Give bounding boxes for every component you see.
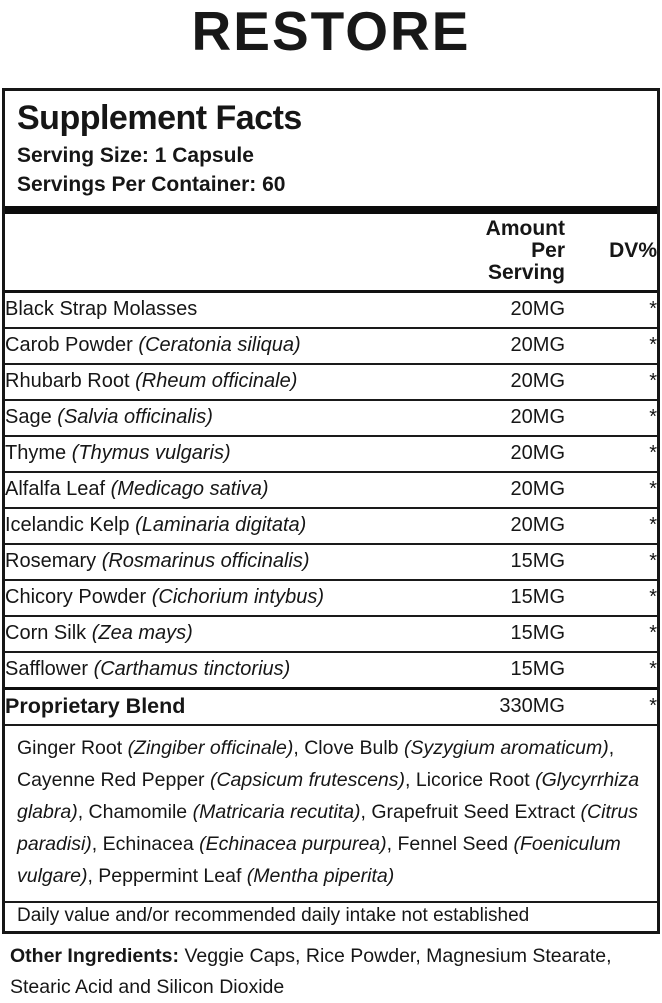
ingredient-latin-name: (Thymus vulgaris) bbox=[71, 442, 231, 464]
ingredient-amount: 20MG bbox=[510, 478, 565, 500]
ingredient-latin-name: (Salvia officinalis) bbox=[57, 406, 213, 428]
ingredient-latin-name: (Carthamus tinctorius) bbox=[93, 658, 291, 680]
blend-latin-segment: (Foeniculum vulgare) bbox=[17, 833, 621, 887]
blend-text-segment: , Chamomile bbox=[77, 801, 193, 823]
ingredient-dv: * bbox=[649, 298, 657, 320]
blend-text-segment: , Fennel Seed bbox=[386, 833, 514, 855]
servings-per-container-line: Servings Per Container: 60 bbox=[17, 173, 286, 196]
ingredient-latin-name: (Medicago sativa) bbox=[110, 478, 269, 500]
blend-text-segment: , Licorice Root bbox=[405, 769, 536, 791]
ingredient-latin-name: (Rheum officinale) bbox=[135, 370, 298, 392]
ingredient-amount: 20MG bbox=[510, 298, 565, 320]
ingredient-dv: * bbox=[649, 550, 657, 572]
ingredient-name: Carob Powder (Ceratonia siliqua) bbox=[5, 334, 301, 356]
ingredient-name: Icelandic Kelp (Laminaria digitata) bbox=[5, 514, 307, 536]
ingredient-latin-name: (Laminaria digitata) bbox=[135, 514, 307, 536]
blend-latin-segment: (Matricaria recutita) bbox=[192, 801, 361, 823]
proprietary-blend-row bbox=[5, 689, 657, 725]
ingredient-latin-name: (Ceratonia siliqua) bbox=[138, 334, 301, 356]
ingredient-row bbox=[5, 508, 657, 544]
proprietary-blend-name: Proprietary Blend bbox=[5, 694, 186, 718]
ingredient-amount: 20MG bbox=[510, 370, 565, 392]
header-dv-percent: DV% bbox=[609, 239, 657, 262]
header-amount-per-serving: Amount Per Serving bbox=[485, 217, 565, 284]
blend-latin-segment: (Zingiber officinale) bbox=[127, 737, 294, 759]
ingredient-name: Safflower (Carthamus tinctorius) bbox=[5, 658, 291, 680]
ingredient-amount: 15MG bbox=[510, 658, 565, 680]
ingredient-row bbox=[5, 328, 657, 364]
ingredient-name: Rosemary (Rosmarinus officinalis) bbox=[5, 550, 310, 572]
ingredient-name: Rhubarb Root (Rheum officinale) bbox=[5, 370, 298, 392]
blend-latin-segment: (Echinacea purpurea) bbox=[199, 833, 387, 855]
ingredient-rows bbox=[5, 292, 657, 689]
blend-latin-segment: (Syzygium aromaticum) bbox=[403, 737, 609, 759]
facts-header-block bbox=[5, 91, 657, 206]
table-header-row bbox=[5, 214, 657, 292]
ingredient-dv: * bbox=[649, 442, 657, 464]
ingredient-row bbox=[5, 616, 657, 652]
blend-latin-segment: (Mentha piperita) bbox=[246, 865, 395, 887]
blend-text-segment: , Peppermint Leaf bbox=[87, 865, 247, 887]
ingredient-row bbox=[5, 400, 657, 436]
facts-heading: Supplement Facts bbox=[17, 99, 302, 137]
ingredient-name: Alfalfa Leaf (Medicago sativa) bbox=[5, 478, 269, 500]
ingredient-latin-name: (Rosmarinus officinalis) bbox=[101, 550, 310, 572]
blend-latin-segment: (Glycyrrhiza glabra) bbox=[17, 769, 640, 823]
ingredient-name: Corn Silk (Zea mays) bbox=[5, 622, 193, 644]
proprietary-blend-dv: * bbox=[649, 695, 657, 717]
ingredient-latin-name: (Zea mays) bbox=[91, 622, 193, 644]
other-ingredients bbox=[10, 941, 652, 1003]
ingredient-dv: * bbox=[649, 586, 657, 608]
ingredient-dv: * bbox=[649, 370, 657, 392]
ingredient-name: Chicory Powder (Cichorium intybus) bbox=[5, 586, 324, 608]
ingredient-amount: 20MG bbox=[510, 406, 565, 428]
supplement-facts-panel bbox=[2, 88, 660, 934]
ingredient-row bbox=[5, 292, 657, 329]
ingredient-row bbox=[5, 364, 657, 400]
ingredient-name: Thyme (Thymus vulgaris) bbox=[5, 442, 231, 464]
ingredient-dv: * bbox=[649, 334, 657, 356]
ingredient-name: Black Strap Molasses bbox=[5, 298, 198, 320]
blend-latin-segment: (Citrus paradisi) bbox=[17, 801, 638, 855]
blend-latin-segment: (Capsicum frutescens) bbox=[209, 769, 406, 791]
blend-ingredients-paragraph bbox=[5, 724, 657, 901]
blend-text-segment: Ginger Root bbox=[17, 737, 128, 759]
blend-text-segment: , Grapefruit Seed Extract bbox=[360, 801, 581, 823]
ingredient-row bbox=[5, 544, 657, 580]
header-name-spacer bbox=[5, 214, 465, 292]
blend-text-segment: , Echinacea bbox=[91, 833, 200, 855]
ingredient-row bbox=[5, 472, 657, 508]
other-ingredients-value: Veggie Caps, Rice Powder, Magnesium Stearate, Stearic Acid and Silicon Dioxide bbox=[10, 945, 612, 998]
ingredient-dv: * bbox=[649, 406, 657, 428]
ingredient-row bbox=[5, 652, 657, 689]
ingredient-row bbox=[5, 436, 657, 472]
ingredient-amount: 20MG bbox=[510, 334, 565, 356]
ingredient-amount: 20MG bbox=[510, 514, 565, 536]
ingredient-amount: 15MG bbox=[510, 586, 565, 608]
ingredient-amount: 15MG bbox=[510, 550, 565, 572]
ingredient-dv: * bbox=[649, 478, 657, 500]
dv-footnote: Daily value and/or recommended daily intake not established bbox=[5, 901, 657, 931]
ingredient-row bbox=[5, 580, 657, 616]
ingredient-latin-name: (Cichorium intybus) bbox=[151, 586, 324, 608]
ingredient-dv: * bbox=[649, 622, 657, 644]
ingredient-dv: * bbox=[649, 514, 657, 536]
ingredient-amount: 15MG bbox=[510, 622, 565, 644]
blend-text-segment: , Clove Bulb bbox=[293, 737, 404, 759]
ingredient-name: Sage (Salvia officinalis) bbox=[5, 406, 213, 428]
ingredients-table bbox=[5, 214, 657, 724]
proprietary-blend-amount: 330MG bbox=[499, 695, 565, 717]
blend-text-segment: , Cayenne Red Pepper bbox=[17, 737, 615, 791]
divider-thick-bar bbox=[5, 206, 657, 214]
ingredient-amount: 20MG bbox=[510, 442, 565, 464]
other-ingredients-label: Other Ingredients: bbox=[10, 945, 180, 967]
serving-size-line: Serving Size: 1 Capsule bbox=[17, 144, 254, 167]
ingredient-dv: * bbox=[649, 658, 657, 680]
product-title: RESTORE bbox=[191, 0, 471, 62]
